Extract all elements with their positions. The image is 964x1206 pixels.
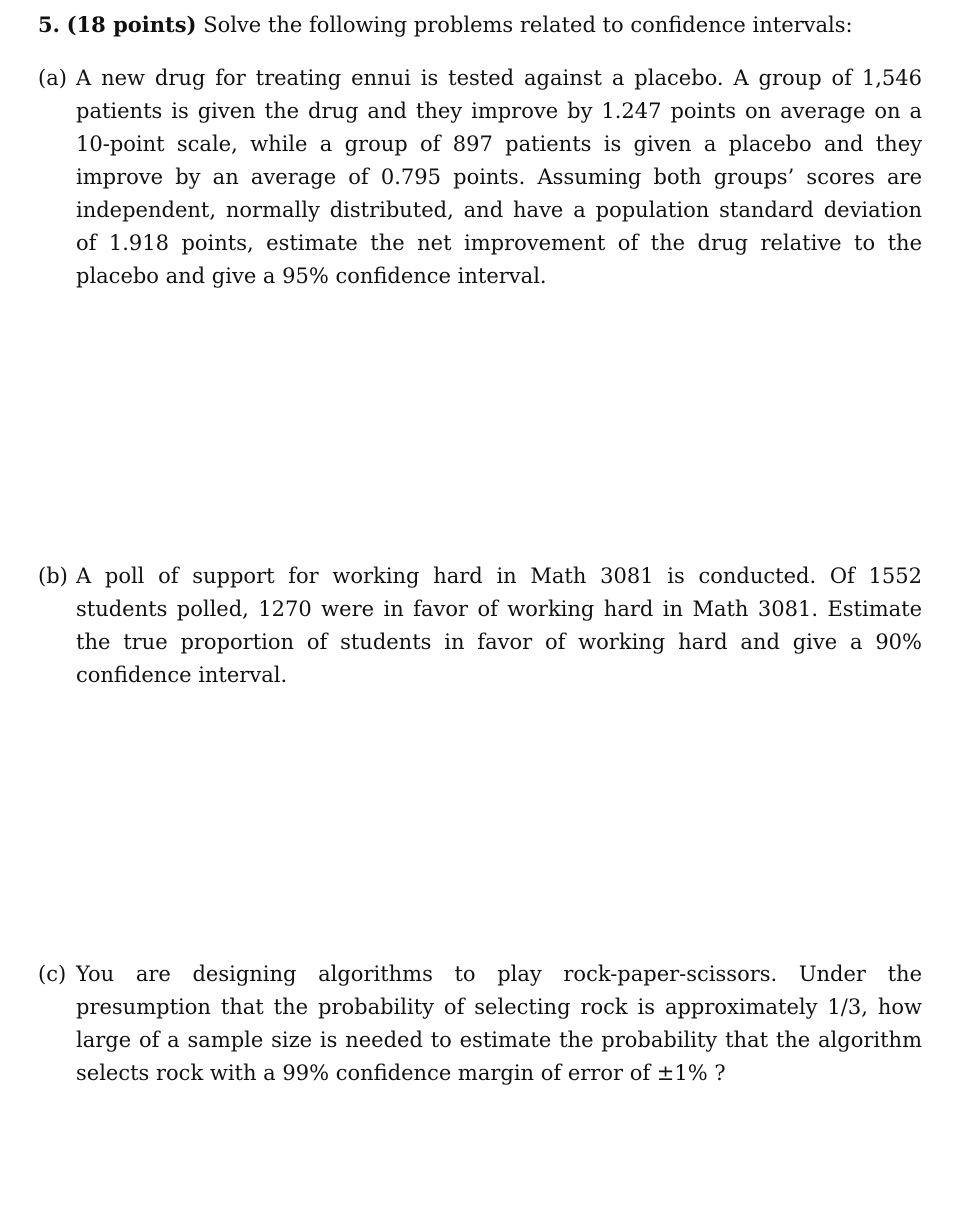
part-a [38, 62, 922, 293]
problem-points: (18 points) [66, 12, 197, 37]
part-c-label: (c) [38, 962, 67, 986]
problem-header [38, 8, 938, 42]
problem-instruction: Solve the following problems related to confidence intervals: [203, 13, 853, 37]
part-a-answer-space [38, 265, 922, 545]
part-a-text: A new drug for treating ennui is tested against a placebo. A group of 1,546 patients is given the drug and they improve by 1.247 points on average on a 10-point scale, while a group of 897 patients is given a placebo and they improve by an average of 0.795 points. Assuming both groups’ scores are independent, normally distributed, and have a population standard deviation of 1.918 points, estimate the net improvement of the drug relative to the placebo and give a 95% confidence interval. [76, 66, 922, 288]
part-b-answer-space [38, 665, 922, 945]
part-b-text: A poll of support for working hard in Math 3081 is conducted. Of 1552 students polled, 1270 were in favor of working hard in Math 3081. Estimate the true proportion of students in favor of working hard and give a 90% confidence interval. [76, 564, 922, 687]
part-c-answer-space [38, 1095, 922, 1195]
part-c-text: You are designing algorithms to play rock-paper-scissors. Under the presumption that the probability of selecting rock is approximately 1/3, how large of a sample size is needed to estimate the probability that the algorithm selects rock with a 99% confidence margin of error of ±1% ? [76, 962, 922, 1085]
part-a-label: (a) [38, 66, 67, 90]
part-b-label: (b) [38, 564, 68, 588]
part-c [38, 958, 922, 1090]
problem-number: 5. [38, 12, 60, 37]
